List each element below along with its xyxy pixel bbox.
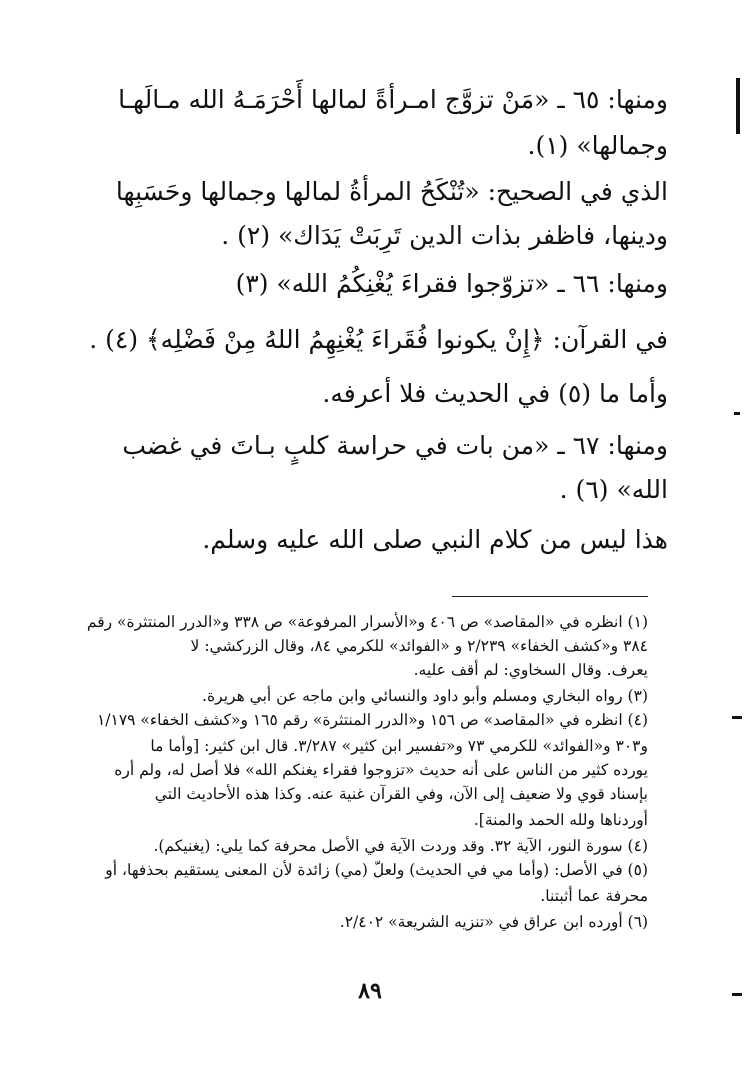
main-text-line-6: في القرآن: ﴿إِنْ يكونوا فُقَراءَ يُغْنِهِمُ اللهُ مِنْ فَضْلِه﴾ (٤) . — [89, 325, 668, 354]
footnote-line-6: و٣٠٣ و«الفوائد» للكرمي ٧٣ و«تفسير ابن كثير» ٣/٢٨٧. قال ابن كثير: [وأما ما — [150, 737, 648, 755]
footnote-line-8: بإسناد قوي ولا ضعيف إلى الآن، وفي القرآن غنية عنه. وكذا هذه الأحاديث التي — [154, 785, 648, 803]
main-text-line-5: ومنها: ٦٦ ـ «تزوّجوا فقراءَ يُغْنِكُمُ الله» (٣) — [235, 269, 668, 298]
scan-edge-mark-top — [736, 78, 740, 134]
footnote-line-13: (٦) أورده ابن عراق في «تنزيه الشريعة» ٢/٤٠٢. — [339, 913, 648, 931]
main-text-line-2: وجمالها» (١). — [527, 131, 668, 160]
main-text-line-9: الله» (٦) . — [559, 475, 668, 504]
footnote-line-4: (٣) رواه البخاري ومسلم وأبو داود والنسائي وابن ماجه عن أبي هريرة. — [202, 687, 648, 705]
page-number: ٨٩ — [358, 978, 382, 1004]
main-text-line-8: ومنها: ٦٧ ـ «من بات في حراسة كلبٍ بـاتَ في غضب — [122, 431, 668, 460]
footnote-line-1: (١) انظره في «المقاصد» ص ٤٠٦ و«الأسرار المرفوعة» ص ٣٣٨ و«الدرر المنتثرة» رقم — [86, 613, 648, 631]
footnote-line-5: (٤) انظره في «المقاصد» ص ١٥٦ و«الدرر المنتثرة» رقم ١٦٥ و«كشف الخفاء» ١/١٧٩ — [96, 711, 648, 729]
scan-edge-mark-1 — [734, 412, 740, 415]
main-text-line-7: وأما ما (٥) في الحديث فلا أعرفه. — [322, 379, 668, 408]
footnote-line-11: (٥) في الأصل: (وأما مي في الحديث) ولعلّ (مي) زائدة لأن المعنى يستقيم بحذفها، أو — [105, 861, 648, 879]
footnote-line-7: يورده كثير من الناس على أنه حديث «تزوجوا فقراء يغنكم الله» فلا أصل له، ولم أره — [114, 761, 648, 779]
main-text-line-4: ودينها، فاظفر بذات الدين تَرِبَتْ يَدَاك» (٢) . — [221, 221, 668, 250]
main-text-line-3: الذي في الصحيح: «تُنْكَحُ المرأةُ لمالها وجمالها وحَسَبِها — [115, 177, 668, 206]
footnote-line-3: يعرف. وقال السخاوي: لم أقف عليه. — [413, 661, 648, 679]
main-text-line-1: ومنها: ٦٥ ـ «مَنْ تزوَّج امـرأةً لمالها أَحْرَمَـهُ الله مـالَهـا — [118, 85, 668, 114]
footnote-line-9: أوردناها ولله الحمد والمنة]. — [473, 811, 648, 829]
footnote-line-10: (٤) سورة النور، الآية ٣٢. وقد وردت الآية في الأصل محرفة كما يلي: (يغنيكم). — [153, 837, 648, 855]
footnote-line-2: ٣٨٤ و«كشف الخفاء» ٢/٢٣٩ و «الفوائد» للكرمي ٨٤، وقال الزركشي: لا — [190, 637, 648, 655]
footnote-line-12: محرفة عما أثبتنا. — [540, 887, 648, 905]
scan-edge-mark-3 — [732, 993, 742, 996]
footnote-separator — [452, 596, 648, 597]
main-text-line-10: هذا ليس من كلام النبي صلى الله عليه وسلم. — [202, 525, 668, 554]
scan-edge-mark-2 — [732, 716, 742, 719]
